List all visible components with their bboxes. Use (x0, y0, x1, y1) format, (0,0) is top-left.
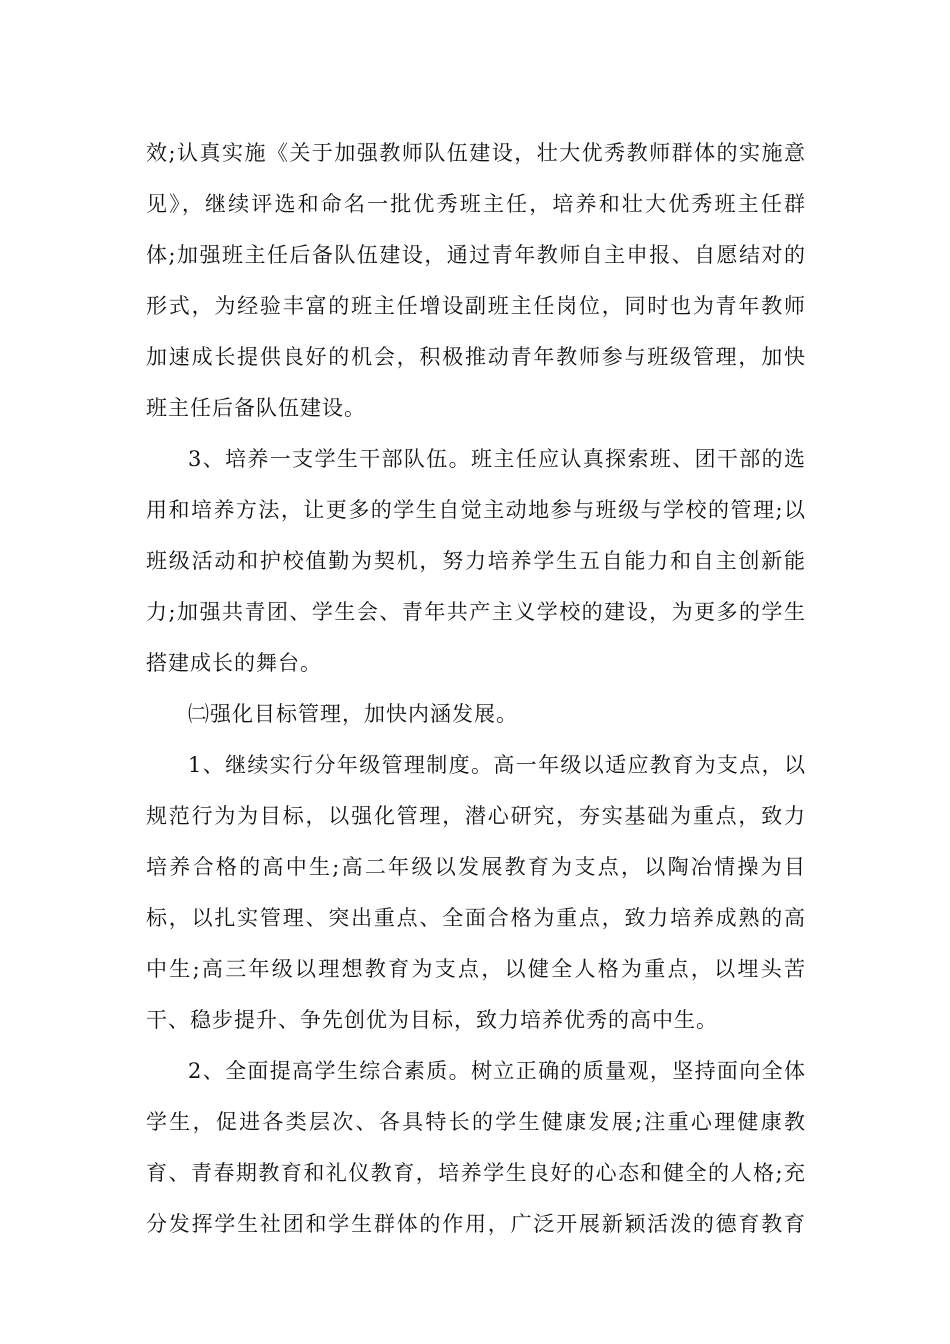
text-line-1: 效;认真实施《关于加强教师队伍建设，壮大优秀教师群体的实施意 (146, 141, 806, 165)
text-line-14: 规范行为为目标，以强化管理，潜心研究，夯实基础为重点，致力 (146, 804, 806, 828)
text-line-11: 搭建成长的舞台。 (146, 651, 322, 675)
text-line-3: 体;加强班主任后备队伍建设，通过青年教师自主申报、自愿结对的 (146, 243, 806, 267)
text-line-8: 用和培养方法，让更多的学生自觉主动地参与班级与学校的管理;以 (146, 498, 806, 522)
text-line-13: 1、继续实行分年级管理制度。高一年级以适应教育为支点，以 (188, 753, 806, 777)
text-line-5: 加速成长提供良好的机会，积极推动青年教师参与班级管理，加快 (146, 345, 806, 369)
text-line-7: 3、培养一支学生干部队伍。班主任应认真探索班、团干部的选 (188, 447, 806, 471)
text-line-2: 见》，继续评选和命名一批优秀班主任，培养和壮大优秀班主任群 (146, 192, 806, 216)
text-line-9: 班级活动和护校值勤为契机，努力培养学生五自能力和自主创新能 (146, 549, 806, 573)
text-line-19: 2、全面提高学生综合素质。树立正确的质量观，坚持面向全体 (188, 1059, 806, 1083)
text-line-16: 标，以扎实管理、突出重点、全面合格为重点，致力培养成熟的高 (146, 906, 806, 930)
section-heading: ㈡强化目标管理，加快内涵发展。 (188, 702, 518, 726)
text-line-15: 培养合格的高中生;高二年级以发展教育为支点，以陶冶情操为目 (146, 855, 806, 879)
document-body (146, 128, 806, 1250)
text-line-22: 分发挥学生社团和学生群体的作用，广泛开展新颖活泼的德育教育 (146, 1212, 806, 1236)
text-line-10: 力;加强共青团、学生会、青年共产主义学校的建设，为更多的学生 (146, 600, 806, 624)
text-line-18: 干、稳步提升、争先创优为目标，致力培养优秀的高中生。 (146, 1008, 718, 1032)
text-line-21: 育、青春期教育和礼仪教育，培养学生良好的心态和健全的人格;充 (146, 1161, 806, 1185)
text-line-6: 班主任后备队伍建设。 (146, 396, 366, 420)
text-line-20: 学生，促进各类层次、各具特长的学生健康发展;注重心理健康教 (146, 1110, 806, 1134)
text-line-17: 中生;高三年级以理想教育为支点，以健全人格为重点，以埋头苦 (146, 957, 806, 981)
text-line-4: 形式，为经验丰富的班主任增设副班主任岗位，同时也为青年教师 (146, 294, 806, 318)
